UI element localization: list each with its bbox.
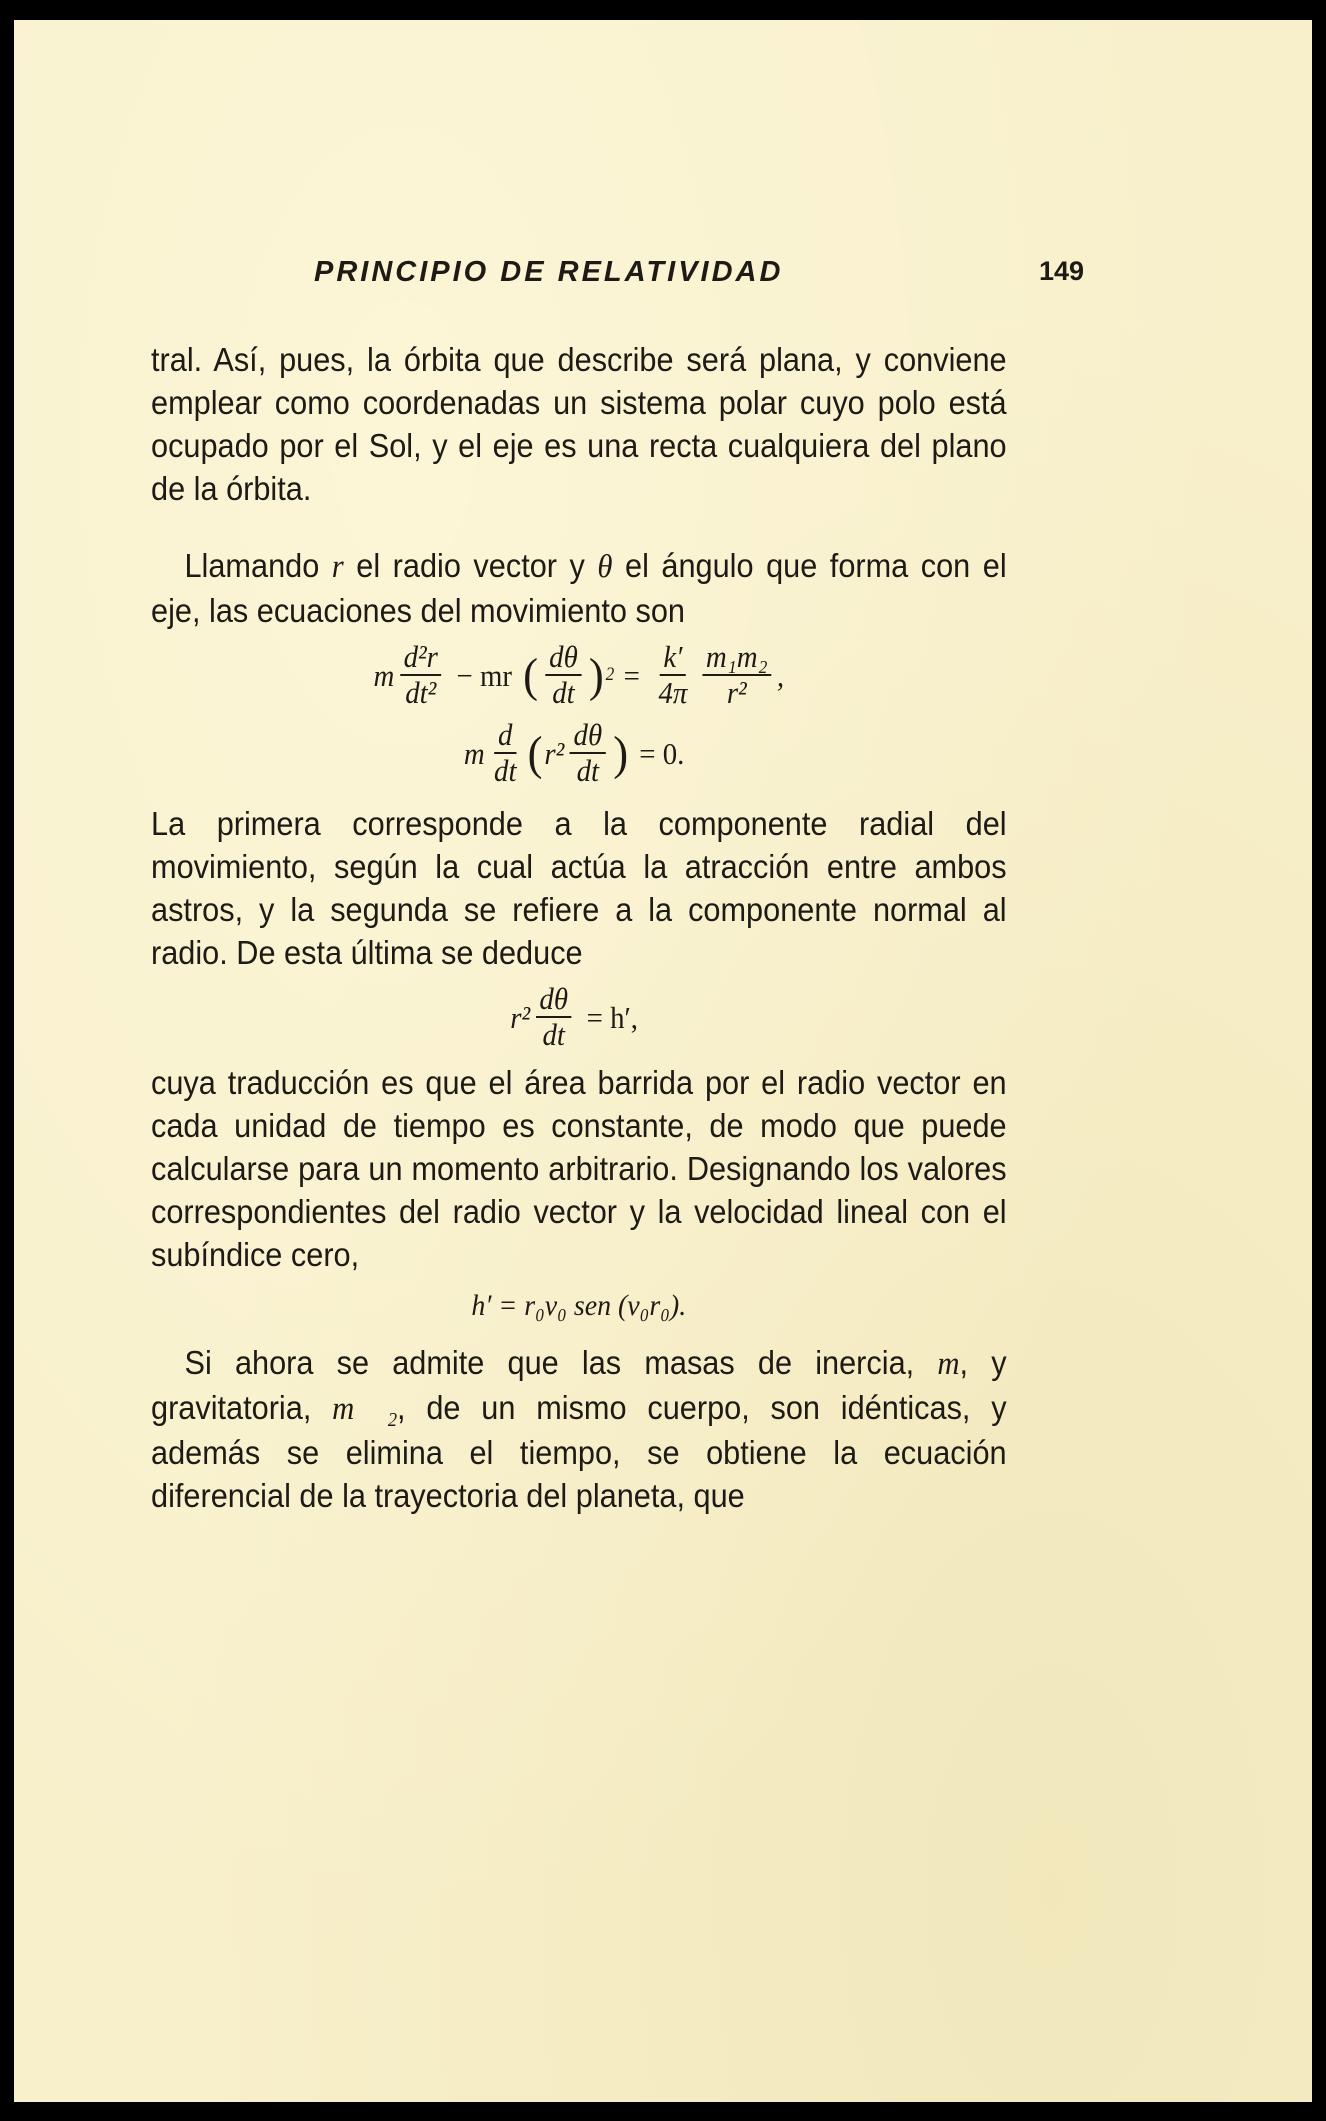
eq3-r2: r² (510, 999, 531, 1035)
paragraph-5-text-c: , de un mismo cuerpo, son idénticas, y además se elimina el tiempo, se obtiene la ecuación diferencial de la trayectoria del planeta, que (151, 1388, 1007, 1514)
eq2-paren-open: ( (527, 726, 543, 780)
symbol-r: r (331, 549, 344, 585)
eq2-frac-dtheta-dt (570, 718, 606, 788)
paragraph-5-text-b: , y gravitatoria, (151, 1343, 1007, 1426)
eq3-dtheta: dθ (536, 982, 572, 1018)
eq1-frac-dtheta-dt (545, 640, 581, 710)
paragraph-5 (151, 1341, 1007, 1517)
eq3-frac-dtheta-dt (536, 982, 572, 1052)
page-body (151, 338, 1007, 1517)
eq1-m: m (373, 657, 395, 693)
page-number: 149 (1038, 256, 1084, 286)
eq1-frac-k-4pi (655, 640, 691, 710)
symbol-m2: m (332, 1390, 355, 1427)
eq1-equals: = (623, 657, 640, 693)
equation-areal (151, 982, 1007, 1052)
symbol-theta: θ (597, 549, 613, 585)
eq2-dtheta: dθ (570, 718, 606, 754)
paragraph-5-text-a: Si ahora se admite que las masas de inercia, (184, 1343, 915, 1381)
eq1-kprime: k′ (660, 640, 687, 676)
eq2-frac-d-dt (490, 718, 520, 788)
running-title: PRINCIPIO DE RELATIVIDAD (314, 256, 784, 288)
eq2-m: m (463, 735, 485, 771)
eq1-m1m2: m₁m₂ (702, 640, 771, 676)
equation-normal (151, 718, 1007, 788)
book-page (14, 20, 1312, 2102)
paragraph-3: La primera corresponde a la componente radial del movimiento, según la cual actúa la atracción entre ambos astros, y la segunda se refiere a la componente normal al radio. De esta última se deduce (151, 805, 1007, 972)
paragraph-2-text-c: el ángulo que forma con el eje, las ecuaciones del movimiento son (151, 547, 1007, 629)
eq2-equals-zero: = 0. (639, 735, 685, 771)
eq4-text: h′ = r₀v₀ sen (v₀r₀). (471, 1288, 687, 1322)
eq3-rhs: = h′, (586, 999, 639, 1035)
eq1-frac-m1m2-r2 (702, 640, 771, 710)
eq1-paren-open: ( (523, 648, 539, 702)
eq1-paren-close: ) (588, 648, 604, 702)
eq1-num: d²r (400, 640, 442, 676)
eq1-comma: , (776, 657, 785, 693)
eq2-paren-close: ) (613, 726, 629, 780)
eq1-r2: r² (726, 675, 747, 711)
equation-radial (151, 640, 1007, 710)
paragraph-2-text-b: el radio vector y (356, 547, 585, 584)
eq1-frac-d2r-dt2 (400, 640, 442, 710)
equation-hprime (151, 1284, 1007, 1327)
eq1-minus-mr: − mr (456, 657, 512, 693)
eq2-dt2: dt (576, 753, 600, 789)
paragraph-1: tral. Así, pues, la órbita que describe será plana, y conviene emplear como coordenadas un sistema polar cuyo polo está ocupado por el Sol, y el eje es una recta cualquiera del plano de la órbita. (151, 341, 1007, 507)
paragraph-4: cuya traducción es que el área barrida por el radio vector en cada unidad de tiempo es constante, de modo que puede calcularse para un momento arbitrario. Designando los valores correspondientes del radio vector y la velocidad lineal con el subíndice cero, (151, 1063, 1007, 1273)
eq1-four-pi: 4π (658, 675, 688, 711)
eq1-dtheta: dθ (545, 640, 581, 676)
eq3-dt: dt (542, 1017, 565, 1053)
symbol-m: m (937, 1345, 960, 1382)
page-header (164, 256, 1084, 316)
eq1-dt: dt (552, 675, 575, 711)
eq2-r2: r² (544, 735, 565, 771)
eq1-square: 2 (605, 663, 615, 685)
eq2-dt: dt (494, 753, 517, 789)
eq1-den: dt² (405, 675, 437, 711)
eq2-d: d (494, 718, 516, 754)
paragraph-2-text-a: Llamando (184, 547, 320, 584)
symbol-m2-subscript: 2 (387, 1409, 398, 1432)
paragraph-2 (151, 544, 1007, 632)
